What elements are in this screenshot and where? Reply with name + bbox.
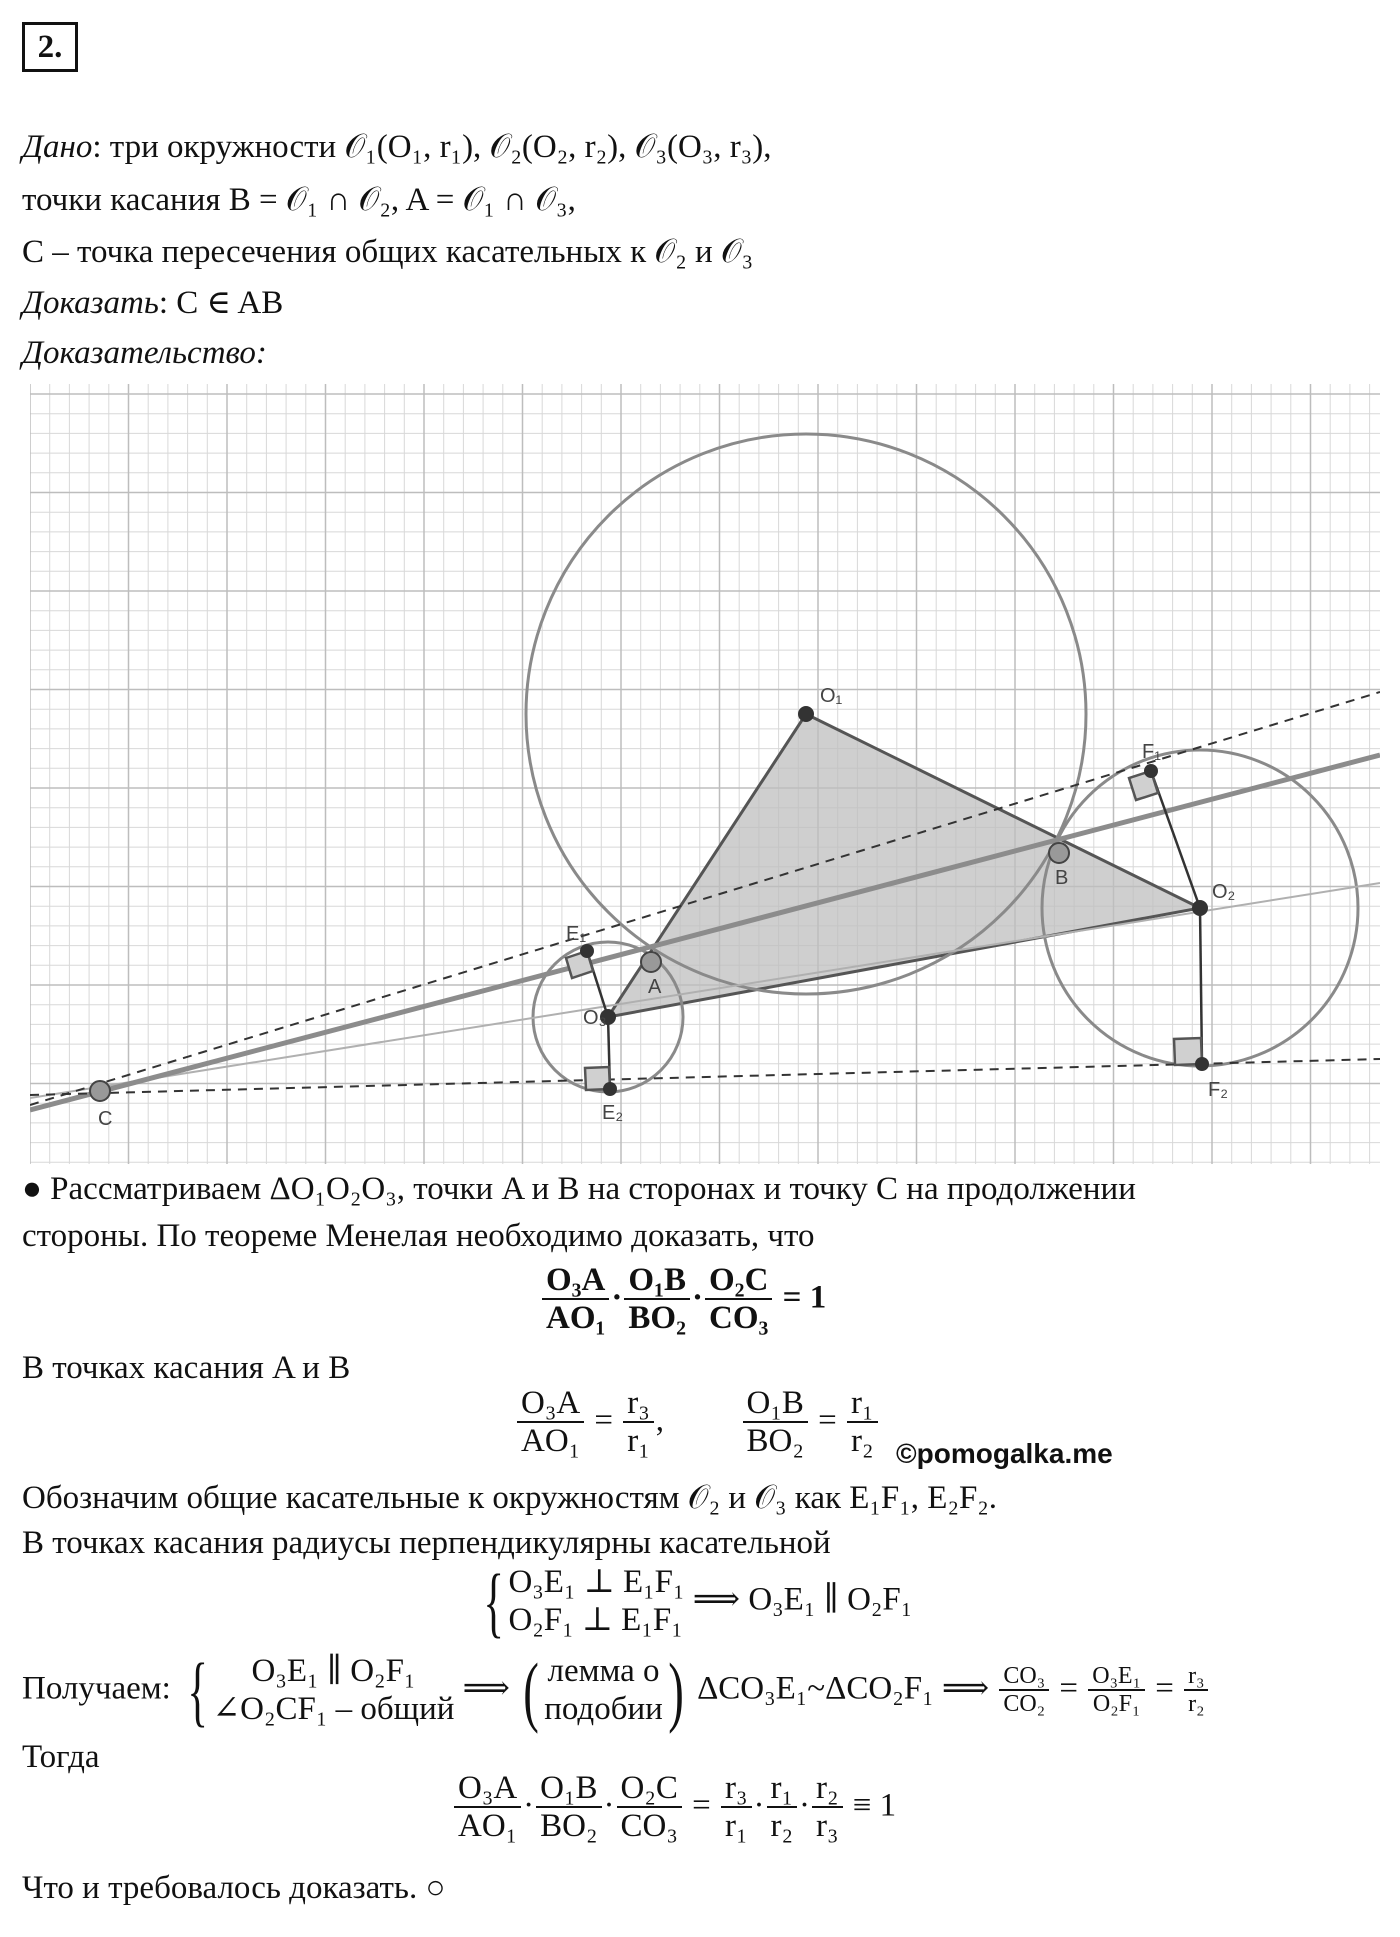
system2-line-1: O₃E₁ ∥ O₂F₁ [251,1653,416,1690]
fraction-o2c-co3: $\frac{\text{O₂C}}{\text{CO₃}}$ [617,1770,682,1846]
paragraph-4: В точках касания радиусы перпендикулярны касательной [22,1525,831,1561]
prove-line [22,284,283,324]
label-o3: O₃ [583,1007,607,1029]
label-b: B [1055,867,1069,889]
menelaus-equation [540,1262,826,1338]
fraction-o3a-ao1: $\frac{\text{O₃A}}{\text{AO₁}}$ [542,1262,609,1338]
label-a: A [648,976,662,998]
dot: · [692,1279,704,1316]
fraction-r1-r2: $\frac{\text{r₁}}{\text{r₂}}$ [847,1385,878,1461]
watermark: ©pomogalka.me [896,1438,1113,1469]
paragraph-1: ● Рассматриваем ΔO₁O₂O₃, точки A и B на сторонах и точку C на продолжении [22,1171,1136,1207]
label-o2: O₂ [1212,881,1236,903]
fraction-r3-r2: $\frac{\text{r₃}}{\text{r₂}}$ [1184,1663,1208,1719]
fraction-o1b-bo2: $\frac{\text{O₁B}}{\text{BO₂}}$ [536,1770,601,1846]
label-o1: O₁ [820,685,843,707]
fraction-o1b-bo2: $\frac{\text{O₁B}}{\text{BO₂}}$ [743,1385,808,1461]
fraction-r3-r1: $\frac{\text{r₃}}{\text{r₁}}$ [721,1770,752,1846]
lemma-line-2: подобии [544,1691,663,1727]
fraction-o1b-bo2: $\frac{\text{O₁B}}{\text{BO₂}}$ [624,1262,690,1338]
fraction-o3a-ao1: $\frac{\text{O₃A}}{\text{AO₁}}$ [517,1385,584,1461]
label-e2: E₂ [602,1102,624,1124]
fraction-r2-r3: $\frac{\text{r₂}}{\text{r₃}}$ [812,1770,843,1846]
label-e1: E₁ [566,923,587,945]
given-line-2: точки касания B = 𝒪₁ ∩ 𝒪₂, A = 𝒪₁ ∩ 𝒪₃, [22,182,576,218]
paragraph-2: В точках касания A и B [22,1350,351,1386]
system1-result: ⟹ O₃E₁ ∥ O₂F₁ [692,1581,913,1618]
system1-line-2: O₂F₁ ⊥ E₁F₁ [508,1602,683,1638]
proof-label: Доказательство: [22,335,267,371]
given-label: Дано [22,129,93,165]
point-f1 [1144,764,1158,778]
final-rhs: ≡ 1 [852,1787,897,1824]
fraction-co3-co2: $\frac{\text{CO₃}}{\text{CO₂}}$ [999,1663,1049,1719]
point-o2 [1192,900,1208,916]
point-o1 [798,706,814,722]
paragraph-1b: стороны. По теореме Менелая необходимо доказать, что [22,1218,815,1254]
final-equation: $\frac{\text{O₃A}}{\text{AO₁}}$ · $\frac{\text{O₁B}}{\text{BO₂}}$ · $\frac{\text{O₂C}}{\text{CO₃}}$ = $\frac{\text{r₃}}{\text{r₁}}$ · $\frac{\text{r₁}}{\text{r₂}}$ · $\frac{\text{r₂}}{\text{r₃}}$ ≡ 1 [452,1770,896,1846]
paragraph-5: Тогда [22,1739,100,1775]
fraction-r3-r1: $\frac{\text{r₃}}{\text{r₁}}$ [623,1385,654,1461]
fraction-o3e1-o2f1: $\frac{\text{O₃E₁}}{\text{O₂F₁}}$ [1088,1663,1145,1719]
problem-number: 2. [22,22,78,72]
given-line-3: C – точка пересечения общих касательных к 𝒪₂ и 𝒪₃ [22,234,754,270]
given-line-1 [22,128,772,168]
system2-label: Получаем: [22,1670,171,1707]
label-f2: F₂ [1208,1079,1228,1101]
system2-line-2: ∠O₂CF₁ – общий [212,1691,455,1727]
lemma-line-1: лемма о [547,1653,660,1690]
prove-label: Доказать [22,285,159,321]
fraction-r1-r2: $\frac{\text{r₁}}{\text{r₂}}$ [767,1770,798,1846]
similarity-system: Получаем: { O₃E₁ ∥ O₂F₁ ∠O₂CF₁ – общий ⟹ ( лемма о подобии ) ΔCO₃E₁~ΔCO₂F₁ ⟹ $\frac{\text{CO₃}}{\text{CO₂}}$ = $\frac{\text{O₃E₁}}{\text{O₂F₁}}$ = $\frac{\text{r₃}}{\text{r₂}}$ [22,1652,1210,1730]
system1-line-1: O₃E₁ ⊥ E₁F₁ [508,1564,685,1601]
given-circles: : три окружности 𝒪₁(O₁, r₁), 𝒪₂(O₂, r₂), 𝒪₃(O₃, r₃), [92,129,772,165]
point-c [90,1081,110,1101]
label-f1: F₁ [1142,741,1161,763]
dot: · [611,1279,623,1316]
similarity-statement: ΔCO₃E₁~ΔCO₂F₁ ⟹ [697,1670,990,1707]
perpendicular-system: { O₃E₁ ⊥ E₁F₁ O₂F₁ ⊥ E₁F₁ ⟹ O₃E₁ ∥ O₂F₁ [483,1558,913,1645]
point-a [641,952,661,972]
point-b [1049,843,1069,863]
paragraph-3: Обозначим общие касательные к окружностям 𝒪₂ и 𝒪₃ как E₁F₁, E₂F₂. [22,1480,998,1516]
point-e2 [603,1082,617,1096]
tangency-ratios: $\frac{\text{O₃A}}{\text{AO₁}}$ = $\frac{\text{r₃}}{\text{r₁}}$ , $\frac{\text{O₁B}}{\text{BO₂}}$ = $\frac{\text{r₁}}{\text{r₂}}$ [515,1385,880,1461]
fraction-o3a-ao1: $\frac{\text{O₃A}}{\text{AO₁}}$ [454,1770,521,1846]
point-f2 [1195,1057,1209,1071]
label-c: C [98,1108,113,1130]
point-e1 [580,944,594,958]
fraction-o2c-co3: $\frac{\text{O₂C}}{\text{CO₃}}$ [705,1262,772,1338]
conclusion: Что и требовалось доказать. ○ [22,1870,446,1906]
menelaus-rhs: = 1 [782,1279,827,1316]
prove-statement: : C ∈ AB [158,285,284,321]
geometry-figure [30,384,1380,1164]
